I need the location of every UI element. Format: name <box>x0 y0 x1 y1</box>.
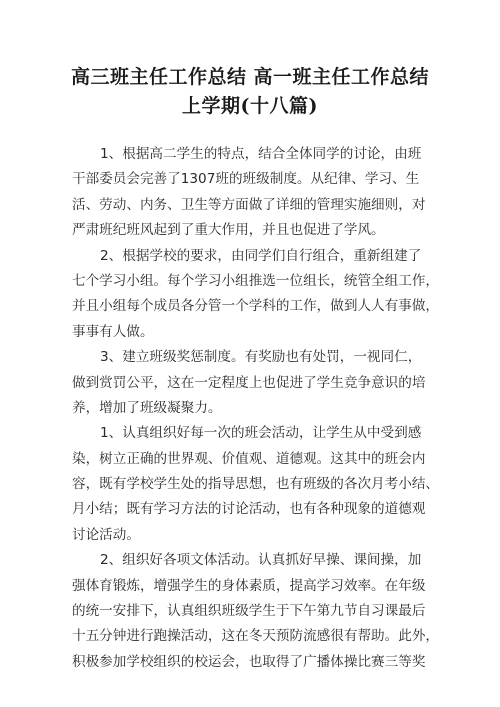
paragraph-line: 2、组织好各项文体活动。认真抓好早操、课间操，加 <box>100 552 422 569</box>
document-body <box>72 142 440 675</box>
paragraph-1 <box>72 142 428 244</box>
paragraph-3 <box>72 345 428 421</box>
paragraph-line: 干部委员会完善了1307班的班级制度。从纪律、学习、生 <box>72 171 420 188</box>
paragraph-line: 3、建立班级奖惩制度。有奖励也有处罚，一视同仁， <box>100 349 422 366</box>
paragraph-line: 月小结；既有学习方法的讨论活动，也有各种现象的道德观 <box>72 501 426 518</box>
paragraph-5 <box>72 548 440 675</box>
paragraph-line: 讨论活动。 <box>72 526 140 543</box>
paragraph-line: 2、根据学校的要求，由同学们自行组合，重新组建了 <box>100 247 422 264</box>
paragraph-line: 事事有人做。 <box>72 323 154 340</box>
paragraph-line: 十五分钟进行跑操活动，这在冬天预防流感很有帮助。此外， <box>72 628 440 645</box>
paragraph-line: 积极参加学校组织的校运会，也取得了广播体操比赛三等奖 <box>72 653 426 670</box>
paragraph-line: 的统一安排下，认真组织班级学生于下午第九节自习课最后 <box>72 603 426 620</box>
paragraph-line: 染，树立正确的世界观、价值观、道德观。这其中的班会内 <box>72 450 426 467</box>
paragraph-2 <box>72 244 440 346</box>
document-title-line-2: 上学期(十八篇) <box>182 95 318 117</box>
paragraph-line: 1、根据高二学生的特点，结合全体同学的讨论，由班 <box>100 146 422 162</box>
paragraph-line: 活、劳动、内务、卫生等方面做了详细的管理实施细则，对 <box>72 196 426 213</box>
document-title-line-1: 高三班主任工作总结 高一班主任工作总结 <box>70 66 430 88</box>
paragraph-line: 并且小组每个成员各分管一个学科的工作，做到人人有事做， <box>72 298 440 315</box>
paragraph-line: 1、认真组织好每一次的班会活动，让学生从中受到感 <box>100 425 422 442</box>
paragraph-line: 养，增加了班级凝聚力。 <box>72 399 222 416</box>
paragraph-line: 强体育锻炼，增强学生的身体素质，提高学习效率。在年级 <box>72 577 426 594</box>
paragraph-line: 容，既有学校学生处的指导思想，也有班级的各次月考小结、 <box>72 476 440 493</box>
paragraph-4 <box>72 421 440 548</box>
paragraph-line: 七个学习小组。每个学习小组推选一位组长，统管全组工作， <box>72 272 440 289</box>
paragraph-line: 严肃班纪班风起到了重大作用，并且也促进了学风。 <box>72 222 385 239</box>
paragraph-line: 做到赏罚公平，这在一定程度上也促进了学生竞争意识的培 <box>72 374 426 391</box>
